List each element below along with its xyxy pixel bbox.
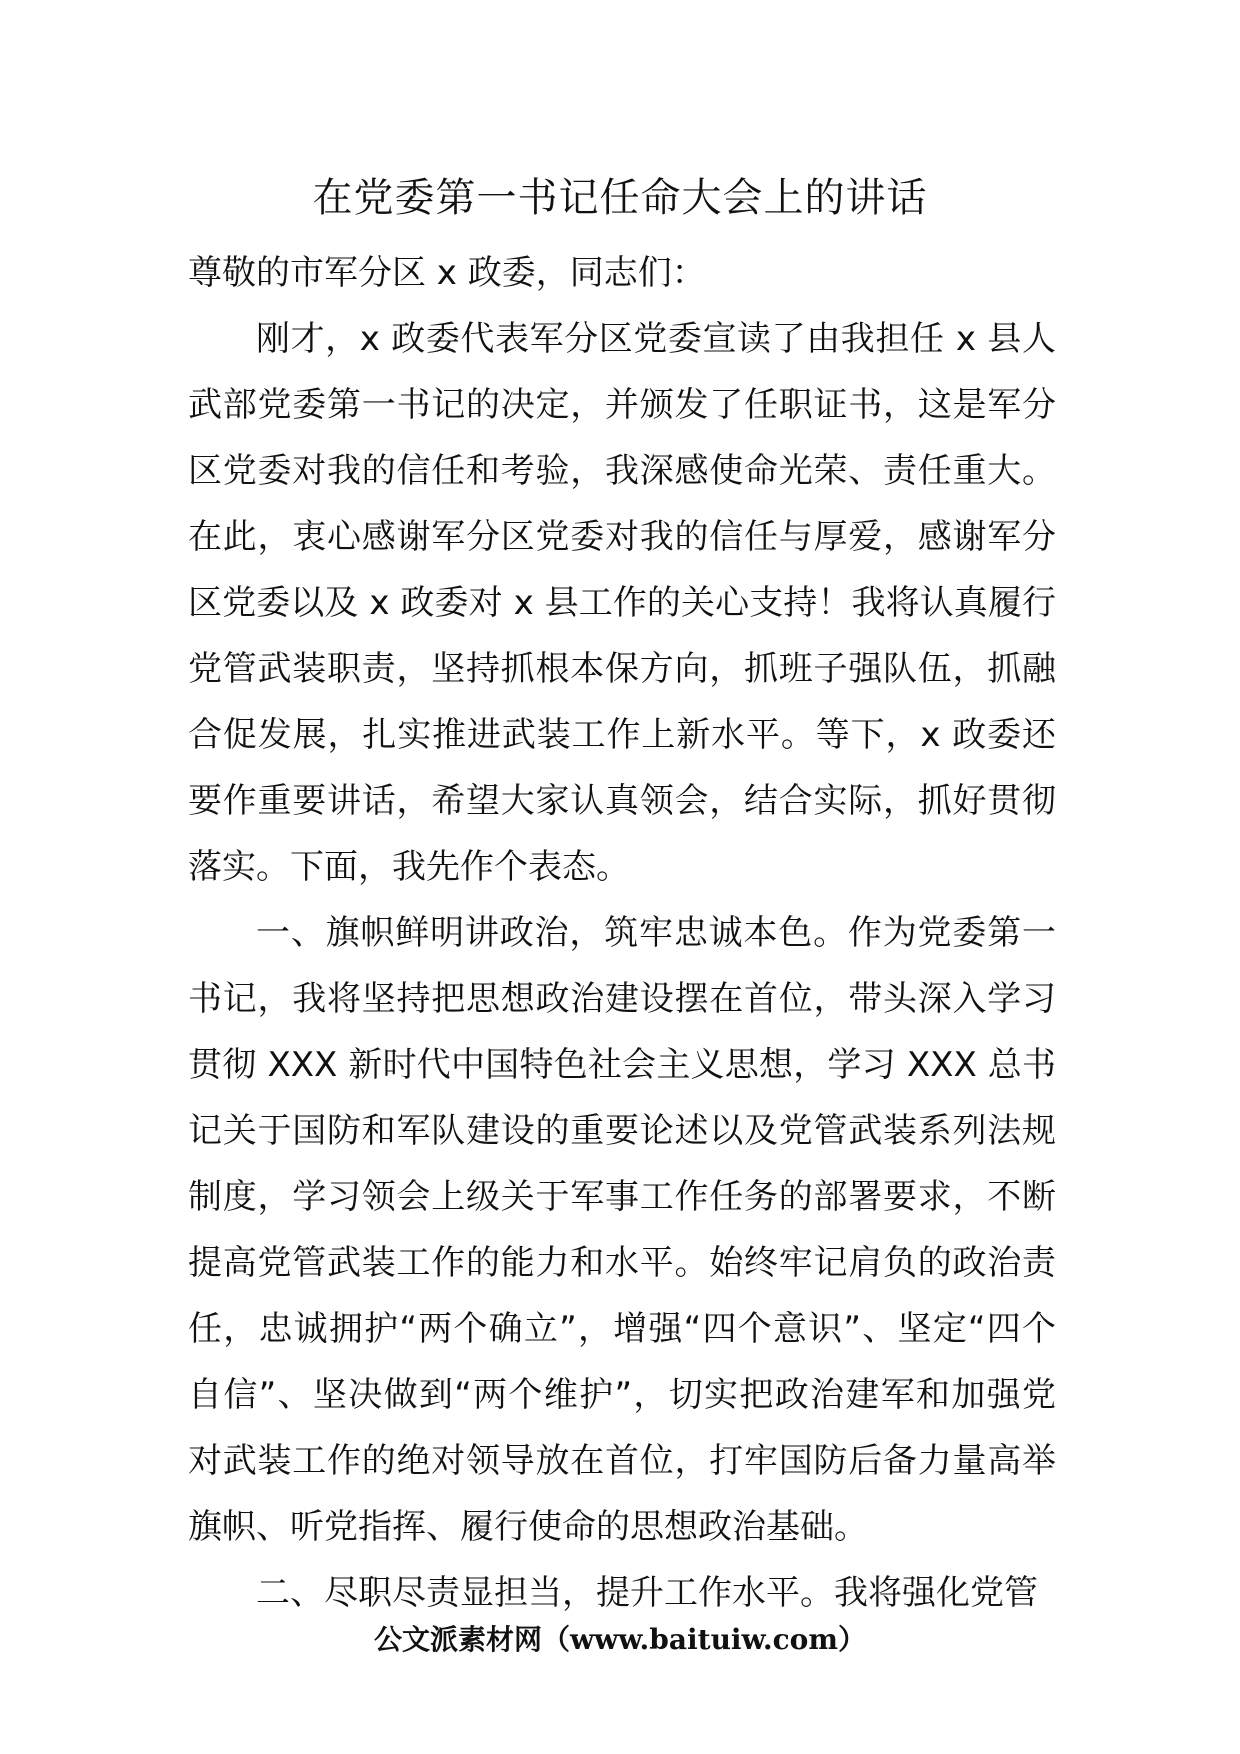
- salutation: 尊敬的市军分区 x 政委，同志们：: [188, 253, 706, 293]
- paragraph-section-two: 二、尽职尽责显担当，提升工作水平。我将强化党管: [256, 1573, 1038, 1613]
- paragraph-section-one: 一、旗帜鲜明讲政治，筑牢忠诚本色。作为党委第一书记，我将坚持把思想政治建设摆在首位，带头深入学习贯彻 XXX 新时代中国特色社会主义思想，学习 XXX 总书记关于国防和军队建设的重要论述以及党管武装系列法规制度，学习领会上级关于军事工作任务的部署要求，不断提高党管武装工作的能力和水平。始终牢记肩负的政治责任，忠诚拥护“两个确立”，增强“四个意识”、坚定“四个自信”、坚决做到“两个维护”，切实把政治建军和加强党对武装工作的绝对领导放在首位，打牢国防后备力量高举旗帜、听党指挥、履行使命的思想政治基础。: [188, 913, 1056, 1547]
- document-body: [188, 240, 1056, 1626]
- footer-source: 公文派素材网（www.baituiw.com）: [374, 1623, 866, 1656]
- document-title: 在党委第一书记任命大会上的讲话: [312, 175, 928, 221]
- paragraph-opening: 刚才，x 政委代表军分区党委宣读了由我担任 x 县人武部党委第一书记的决定，并颁发了任职证书，这是军分区党委对我的信任和考验，我深感使命光荣、责任重大。在此，衷心感谢军分区党委对我的信任与厚爱，感谢军分区党委以及 x 政委对 x 县工作的关心支持！我将认真履行党管武装职责，坚持抓根本保方向，抓班子强队伍，抓融合促发展，扎实推进武装工作上新水平。等下，x 政委还要作重要讲话，希望大家认真领会，结合实际，抓好贯彻落实。下面，我先作个表态。: [188, 319, 1056, 887]
